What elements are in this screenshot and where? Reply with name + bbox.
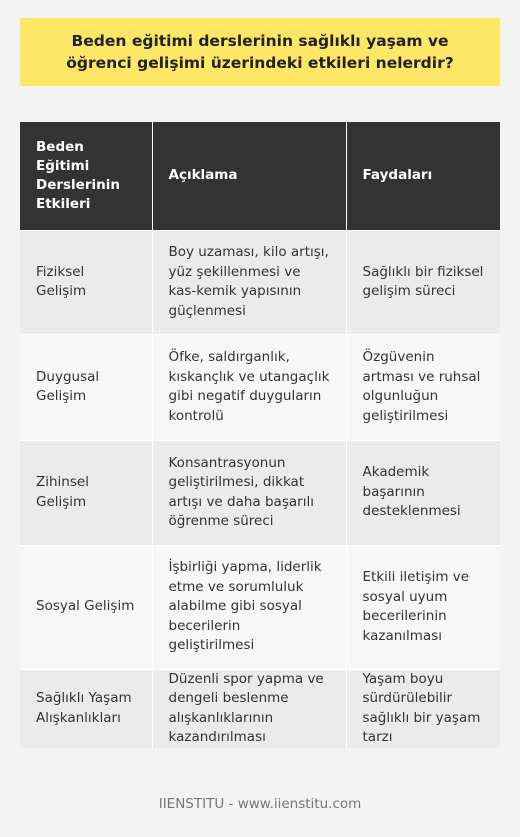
description-cell: Konsantrasyonun geliştirilmesi, dikkat artışı ve daha başarılı öğrenme süreci	[152, 440, 346, 545]
benefit-cell: Özgüvenin artması ve ruhsal olgunluğun geliştirilmesi	[346, 334, 500, 440]
title-banner	[20, 18, 500, 86]
header-effects: Beden Eğitimi Derslerinin Etkileri	[20, 122, 152, 230]
effects-table	[20, 122, 500, 748]
table-row	[20, 669, 500, 748]
benefit-cell: Sağlıklı bir fiziksel gelişim süreci	[346, 230, 500, 334]
description-cell: İşbirliği yapma, liderlik etme ve sorumluluk alabilme gibi sosyal becerilerin geliştirilmesi	[152, 545, 346, 669]
footer-credit: IIENSTITU - www.iienstitu.com	[158, 796, 362, 812]
effect-cell: Sağlıklı Yaşam Alışkanlıkları	[20, 669, 152, 748]
table-row	[20, 334, 500, 440]
table-header-row	[20, 122, 500, 230]
description-cell: Boy uzaması, kilo artışı, yüz şekillenmesi ve kas-kemik yapısının güçlenmesi	[152, 230, 346, 334]
table-row	[20, 545, 500, 669]
effect-cell: Fiziksel Gelişim	[20, 230, 152, 334]
benefit-cell: Akademik başarının desteklenmesi	[346, 440, 500, 545]
table-row	[20, 230, 500, 334]
header-description: Açıklama	[152, 122, 346, 230]
table-row	[20, 440, 500, 545]
effect-cell: Duygusal Gelişim	[20, 334, 152, 440]
description-cell: Düzenli spor yapma ve dengeli beslenme alışkanlıklarının kazandırılması	[152, 669, 346, 748]
effect-cell: Sosyal Gelişim	[20, 545, 152, 669]
page-title: Beden eğitimi derslerinin sağlıklı yaşam ve öğrenci gelişimi üzerindeki etkileri nelerdir?	[66, 32, 454, 72]
header-benefits: Faydaları	[346, 122, 500, 230]
description-cell: Öfke, saldırganlık, kıskançlık ve utangaçlık gibi negatif duyguların kontrolü	[152, 334, 346, 440]
benefit-cell: Etkili iletişim ve sosyal uyum becerilerinin kazanılması	[346, 545, 500, 669]
effect-cell: Zihinsel Gelişim	[20, 440, 152, 545]
benefit-cell: Yaşam boyu sürdürülebilir sağlıklı bir yaşam tarzı	[346, 669, 500, 748]
